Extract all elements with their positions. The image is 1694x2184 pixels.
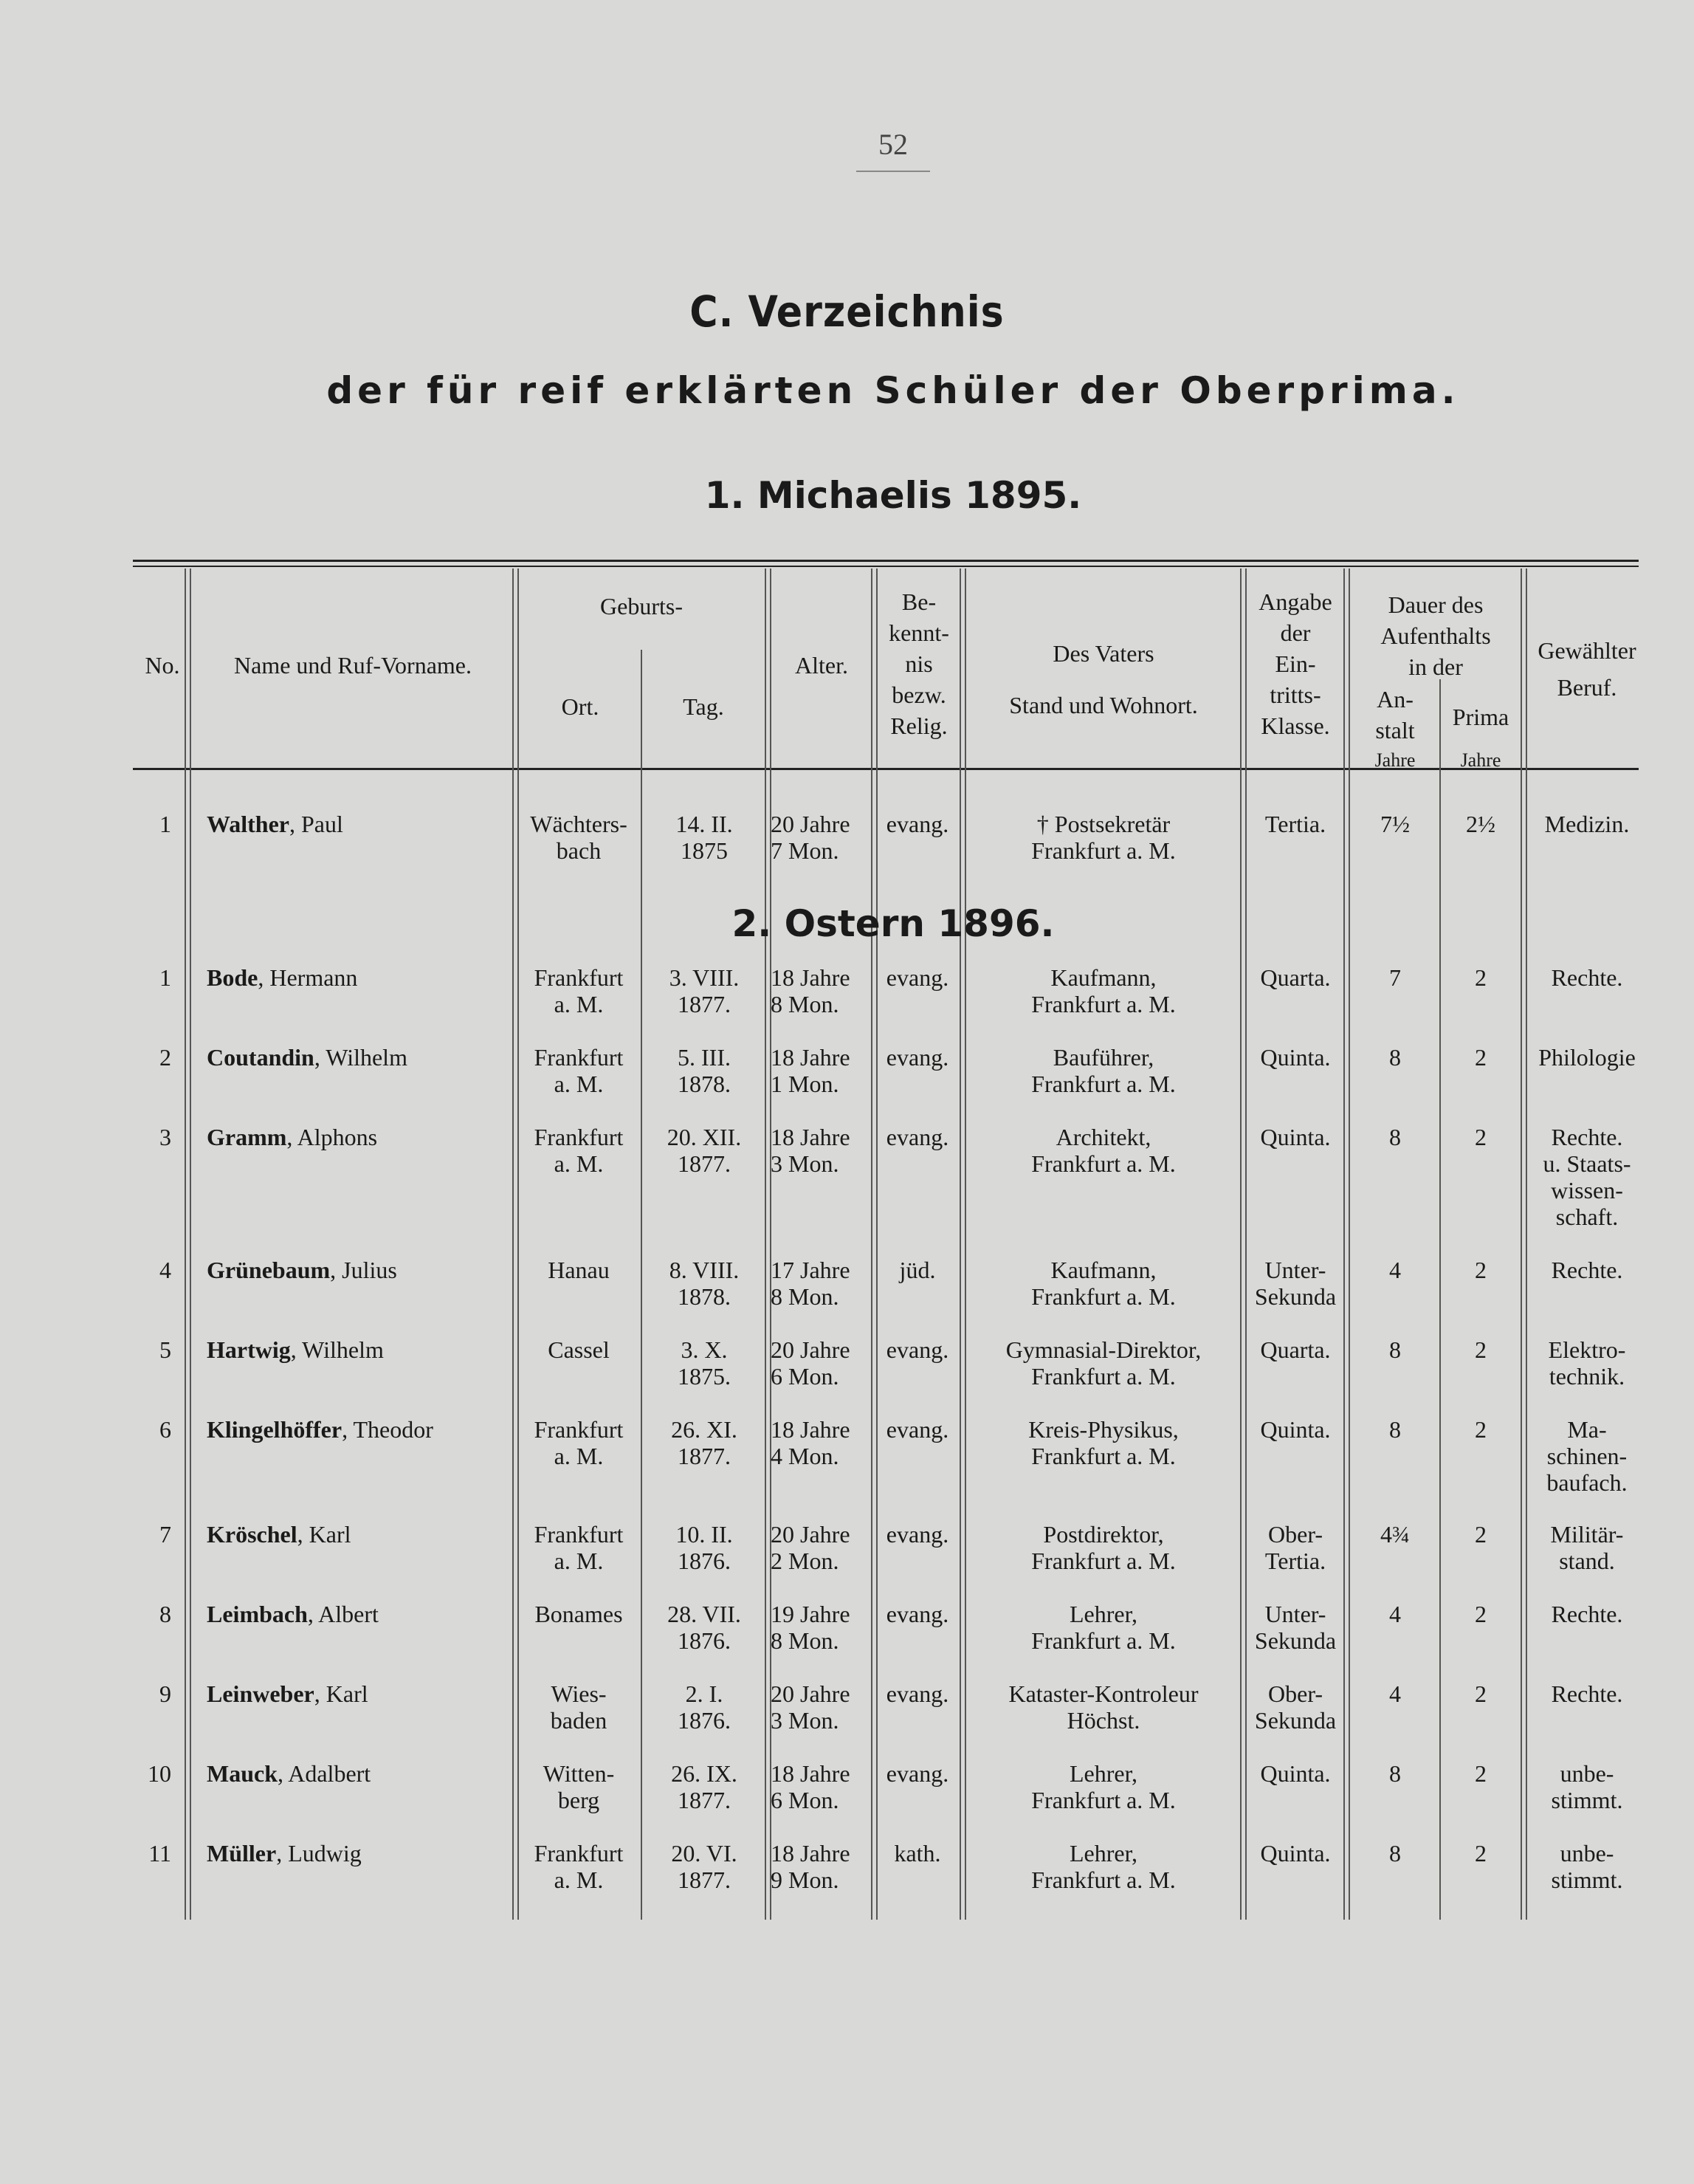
row-no: 10 — [148, 1760, 171, 1787]
header-name: Name und Ruf-Vorname. — [234, 652, 472, 679]
section-title-ostern: 2. Ostern 1896. — [731, 902, 1055, 945]
row-beruf: Medizin. — [1544, 811, 1630, 837]
table-top-rule-thin — [133, 566, 1639, 567]
row-anstalt: 8 — [1389, 1336, 1401, 1363]
row-prima: 2 — [1475, 1601, 1487, 1627]
column-divider — [871, 569, 872, 1920]
column-divider — [185, 569, 186, 1920]
row-vater: Kaufmann, Frankfurt a. M. — [1031, 964, 1176, 1017]
row-anstalt: 8 — [1389, 1760, 1401, 1787]
row-prima: 2 — [1475, 1044, 1487, 1071]
row-prima: 2 — [1475, 1680, 1487, 1707]
row-name: Hartwig, Wilhelm — [207, 1336, 384, 1363]
row-klasse: Ober- Sekunda — [1254, 1680, 1337, 1734]
row-klasse: Quinta. — [1260, 1840, 1331, 1867]
row-relig: jüd. — [899, 1257, 936, 1283]
row-klasse: Ober- Tertia. — [1264, 1521, 1326, 1574]
row-tag: 5. III. 1878. — [678, 1044, 731, 1097]
row-tag: 14. II. 1875 — [675, 811, 733, 864]
document-subtitle: der für reif erklärten Schüler der Oberprima. — [326, 369, 1460, 412]
row-name: Coutandin, Wilhelm — [207, 1044, 407, 1071]
row-tag: 20. VI. 1877. — [671, 1840, 737, 1893]
row-prima: 2 — [1475, 1257, 1487, 1283]
header-jahre-prima: Jahre — [1460, 749, 1501, 771]
row-ort: Frankfurt a. M. — [534, 1521, 624, 1574]
row-beruf: Rechte. — [1551, 1680, 1623, 1707]
row-relig: kath. — [894, 1840, 941, 1867]
row-beruf: Ma- schinen- baufach. — [1546, 1416, 1628, 1496]
row-klasse: Quinta. — [1260, 1416, 1331, 1443]
row-name: Bode, Hermann — [207, 964, 358, 991]
row-vater: Lehrer, Frankfurt a. M. — [1031, 1601, 1176, 1654]
column-divider — [1439, 679, 1441, 1920]
row-name: Walther, Paul — [207, 811, 343, 837]
row-anstalt: 4 — [1389, 1601, 1401, 1627]
row-relig: evang. — [886, 964, 949, 991]
row-tag: 3. X. 1875. — [678, 1336, 731, 1390]
row-relig: evang. — [886, 1760, 949, 1787]
row-beruf: Elektro- technik. — [1548, 1336, 1626, 1390]
header-vater: Des Vaters Stand und Wohnort. — [1009, 640, 1198, 718]
row-prima: 2 — [1475, 1760, 1487, 1787]
column-divider — [512, 569, 514, 1920]
row-beruf: Militär- stand. — [1550, 1521, 1624, 1574]
row-klasse: Unter- Sekunda — [1254, 1257, 1337, 1310]
row-klasse: Tertia. — [1264, 811, 1326, 837]
row-relig: evang. — [886, 1336, 949, 1363]
row-ort: Frankfurt a. M. — [534, 1840, 624, 1893]
row-beruf: Rechte. — [1551, 1257, 1623, 1283]
row-tag: 26. IX. 1877. — [671, 1760, 737, 1813]
row-vater: Kaufmann, Frankfurt a. M. — [1031, 1257, 1176, 1310]
row-anstalt: 4 — [1389, 1680, 1401, 1707]
row-klasse: Quinta. — [1260, 1760, 1331, 1787]
row-no: 4 — [159, 1257, 171, 1283]
row-alter: 18 Jahre 9 Mon. — [771, 1840, 850, 1893]
row-alter: 20 Jahre 3 Mon. — [771, 1680, 850, 1734]
row-tag: 8. VIII. 1878. — [669, 1257, 740, 1310]
row-no: 6 — [159, 1416, 171, 1443]
header-beruf: Gewählter Beruf. — [1538, 637, 1636, 701]
row-klasse: Quarta. — [1260, 964, 1331, 991]
row-relig: evang. — [886, 1601, 949, 1627]
row-alter: 20 Jahre 6 Mon. — [771, 1336, 850, 1390]
row-relig: evang. — [886, 1680, 949, 1707]
row-beruf: unbe- stimmt. — [1551, 1760, 1623, 1813]
row-no: 8 — [159, 1601, 171, 1627]
row-alter: 18 Jahre 4 Mon. — [771, 1416, 850, 1469]
column-divider — [1343, 569, 1345, 1920]
row-ort: Frankfurt a. M. — [534, 964, 624, 1017]
row-vater: Postdirektor, Frankfurt a. M. — [1031, 1521, 1176, 1574]
row-ort: Wächters- bach — [530, 811, 627, 864]
column-divider — [960, 569, 961, 1920]
row-klasse: Quinta. — [1260, 1124, 1331, 1150]
row-no: 11 — [148, 1840, 171, 1867]
row-alter: 18 Jahre 1 Mon. — [771, 1044, 850, 1097]
row-vater: † Postsekretär Frankfurt a. M. — [1031, 811, 1176, 864]
row-vater: Kreis-Physikus, Frankfurt a. M. — [1028, 1416, 1179, 1469]
row-alter: 20 Jahre 7 Mon. — [771, 811, 850, 864]
row-no: 1 — [159, 811, 171, 837]
row-vater: Lehrer, Frankfurt a. M. — [1031, 1840, 1176, 1893]
document-title: C. Verzeichnis — [689, 286, 1005, 337]
row-no: 3 — [159, 1124, 171, 1150]
row-name: Mauck, Adalbert — [207, 1760, 371, 1787]
row-ort: Bonames — [534, 1601, 623, 1627]
row-tag: 28. VII. 1876. — [667, 1601, 741, 1654]
header-geburts: Geburts- — [600, 593, 683, 619]
row-no: 9 — [159, 1680, 171, 1707]
row-anstalt: 8 — [1389, 1124, 1401, 1150]
row-religion: evang. — [886, 811, 949, 837]
row-alter: 18 Jahre 6 Mon. — [771, 1760, 850, 1813]
row-alter: 19 Jahre 8 Mon. — [771, 1601, 850, 1654]
header-prima: Prima — [1452, 704, 1509, 730]
row-beruf: Philologie — [1538, 1044, 1636, 1071]
row-name: Leinweber, Karl — [207, 1680, 368, 1707]
header-bekenntnis: Be- kennt- nis bezw. Relig. — [889, 588, 949, 739]
row-anstalt: 4¾ — [1380, 1521, 1410, 1548]
column-divider — [1240, 569, 1242, 1920]
row-vater: Kataster-Kontroleur Höchst. — [1008, 1680, 1199, 1734]
row-klasse: Unter- Sekunda — [1254, 1601, 1337, 1654]
row-vater: Bauführer, Frankfurt a. M. — [1031, 1044, 1176, 1097]
row-name: Grünebaum, Julius — [207, 1257, 397, 1283]
row-prima: 2 — [1475, 1416, 1487, 1443]
row-relig: evang. — [886, 1416, 949, 1443]
row-tag: 2. I. 1876. — [678, 1680, 731, 1734]
row-prima: 2 — [1475, 1840, 1487, 1867]
row-ort: Frankfurt a. M. — [534, 1044, 624, 1097]
row-anstalt: 8 — [1389, 1044, 1401, 1071]
row-ort: Wies- baden — [550, 1680, 607, 1734]
column-divider — [641, 650, 642, 1920]
row-name: Leimbach, Albert — [207, 1601, 379, 1627]
row-beruf: Rechte. u. Staats- wissen- schaft. — [1543, 1124, 1631, 1230]
row-relig: evang. — [886, 1044, 949, 1071]
row-anstalt: 4 — [1389, 1257, 1401, 1283]
row-prima: 2 — [1475, 964, 1487, 991]
row-name: Kröschel, Karl — [207, 1521, 351, 1548]
row-anstalt: 7½ — [1380, 811, 1410, 837]
row-tag: 26. XI. 1877. — [671, 1416, 737, 1469]
row-vater: Lehrer, Frankfurt a. M. — [1031, 1760, 1176, 1813]
row-alter: 17 Jahre 8 Mon. — [771, 1257, 850, 1310]
row-name: Klingelhöffer, Theodor — [207, 1416, 433, 1443]
row-alter: 20 Jahre 2 Mon. — [771, 1521, 850, 1574]
row-anstalt: 8 — [1389, 1416, 1401, 1443]
row-alter: 18 Jahre 8 Mon. — [771, 964, 850, 1017]
row-name: Müller, Ludwig — [207, 1840, 362, 1867]
row-relig: evang. — [886, 1124, 949, 1150]
header-no: No. — [145, 652, 180, 679]
row-ort: Frankfurt a. M. — [534, 1416, 624, 1469]
row-anstalt: 8 — [1389, 1840, 1401, 1867]
row-tag: 3. VIII. 1877. — [669, 964, 740, 1017]
header-alter: Alter. — [795, 652, 848, 679]
row-no: 1 — [159, 964, 171, 991]
row-prima: 2 — [1475, 1336, 1487, 1363]
row-tag: 10. II. 1876. — [675, 1521, 733, 1574]
header-anstalt: An- stalt — [1375, 686, 1415, 744]
row-beruf: Rechte. — [1551, 964, 1623, 991]
row-prima: 2 — [1475, 1124, 1487, 1150]
table-top-rule — [133, 560, 1639, 562]
row-klasse: Quarta. — [1260, 1336, 1331, 1363]
row-vater: Architekt, Frankfurt a. M. — [1031, 1124, 1176, 1177]
row-beruf: unbe- stimmt. — [1551, 1840, 1623, 1893]
row-ort: Frankfurt a. M. — [534, 1124, 624, 1177]
row-ort: Witten- berg — [543, 1760, 615, 1813]
header-jahre-anstalt: Jahre — [1374, 749, 1416, 771]
row-no: 2 — [159, 1044, 171, 1071]
row-ort: Cassel — [548, 1336, 610, 1363]
column-divider — [765, 569, 766, 1920]
row-anstalt: 7 — [1389, 964, 1401, 991]
page-number: 52 — [856, 127, 930, 172]
header-dauer: Dauer des Aufenthalts in der — [1380, 591, 1491, 680]
row-prima: 2½ — [1466, 811, 1495, 837]
row-prima: 2 — [1475, 1521, 1487, 1548]
row-no: 7 — [159, 1521, 171, 1548]
row-klasse: Quinta. — [1260, 1044, 1331, 1071]
row-relig: evang. — [886, 1521, 949, 1548]
section-title-michaelis: 1. Michaelis 1895. — [704, 474, 1082, 517]
row-ort: Hanau — [548, 1257, 610, 1283]
column-divider — [1521, 569, 1522, 1920]
row-no: 5 — [159, 1336, 171, 1363]
header-tag: Tag. — [683, 693, 724, 720]
row-tag: 20. XII. 1877. — [667, 1124, 742, 1177]
header-angabe: Angabe der Ein- tritts- Klasse. — [1259, 588, 1332, 739]
row-vater: Gymnasial-Direktor, Frankfurt a. M. — [1005, 1336, 1202, 1390]
header-ort: Ort. — [561, 693, 599, 720]
row-alter: 18 Jahre 3 Mon. — [771, 1124, 850, 1177]
row-name: Gramm, Alphons — [207, 1124, 378, 1150]
row-beruf: Rechte. — [1551, 1601, 1623, 1627]
